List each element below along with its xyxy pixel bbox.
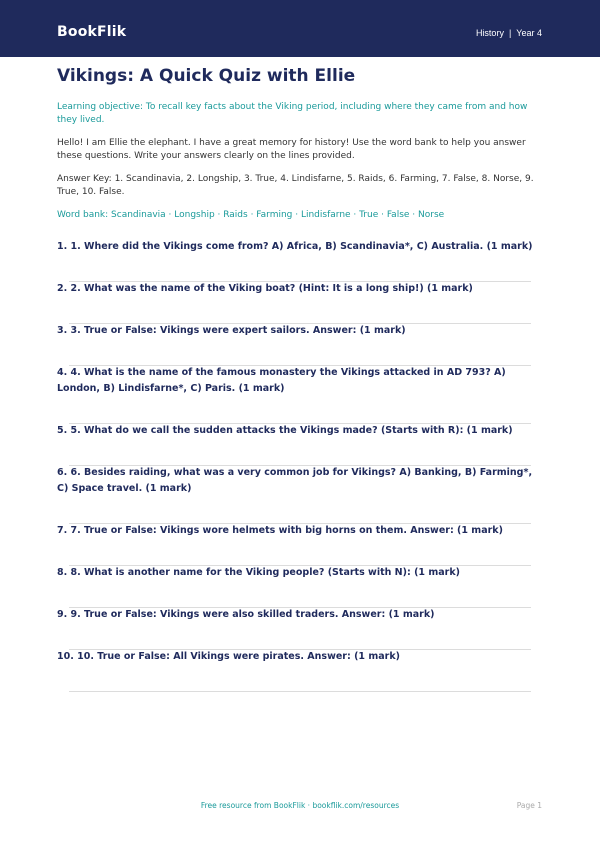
subject-label: History [475, 28, 504, 38]
question-item [57, 323, 543, 366]
question-text: 4. 4. What is the name of the famous monastery the Vikings attacked in AD 793? A) London, B) Lindisfarne*, C) Paris. (1 mark) [57, 367, 506, 394]
question-item [57, 239, 543, 282]
answer-line[interactable] [69, 691, 531, 692]
question-text: 3. 3. True or False: Vikings were expert sailors. Answer: (1 mark) [57, 325, 406, 336]
question-text: 1. 1. Where did the Vikings come from? A) Africa, B) Scandinavia*, C) Australia. (1 mark) [57, 241, 533, 252]
question-text: 7. 7. True or False: Vikings wore helmets with big horns on them. Answer: (1 mark) [57, 525, 503, 536]
question-text: 10. 10. True or False: All Vikings were pirates. Answer: (1 mark) [57, 651, 401, 662]
question-item [57, 365, 543, 424]
question-item [57, 281, 543, 324]
page-title: Vikings: A Quick Quiz with Ellie [57, 66, 356, 86]
word-bank: Word bank: Scandinavia · Longship · Raids · Farming · Lindisfarne · True · False · Norse [57, 210, 445, 220]
answer-key: Answer Key: 1. Scandinavia, 2. Longship, 3. True, 4. Lindisfarne, 5. Raids, 6. Farming, 7. False, 8. Norse, 9. True, 10. False. [57, 174, 534, 197]
header-bar [0, 0, 600, 57]
level-label: Year 4 [516, 28, 542, 38]
breadcrumb-separator: | [508, 28, 512, 38]
worksheet-intro [57, 64, 543, 222]
question-item [57, 523, 543, 566]
brand-logo[interactable]: BookFlik [57, 24, 127, 40]
question-text: 2. 2. What was the name of the Viking boat? (Hint: It is a long ship!) (1 mark) [57, 283, 473, 294]
question-item [57, 565, 543, 608]
footer-credit-link[interactable]: Free resource from BookFlik · bookflik.com/resources [200, 801, 400, 810]
question-item [57, 649, 543, 692]
question-item [57, 465, 543, 524]
question-text: 9. 9. True or False: Vikings were also skilled traders. Answer: (1 mark) [57, 609, 435, 620]
question-text: 5. 5. What do we call the sudden attacks the Vikings made? (Starts with R): (1 mark) [57, 425, 513, 436]
question-text: 6. 6. Besides raiding, what was a very common job for Vikings? A) Banking, B) Farming*, C) Space travel. (1 mark) [57, 467, 533, 494]
question-list [57, 239, 543, 692]
question-item [57, 607, 543, 650]
intro-text: Hello! I am Ellie the elephant. I have a great memory for history! Use the word bank to help you answer these questions. Write your answers clearly on the lines provided. [57, 138, 526, 161]
page-number: Page 1 [516, 801, 542, 810]
question-text: 8. 8. What is another name for the Viking people? (Starts with N): (1 mark) [57, 567, 460, 578]
question-item [57, 423, 543, 466]
breadcrumb [476, 28, 542, 38]
learning-objective: Learning objective: To recall key facts about the Viking period, including where they came from and how they lived. [57, 102, 528, 125]
